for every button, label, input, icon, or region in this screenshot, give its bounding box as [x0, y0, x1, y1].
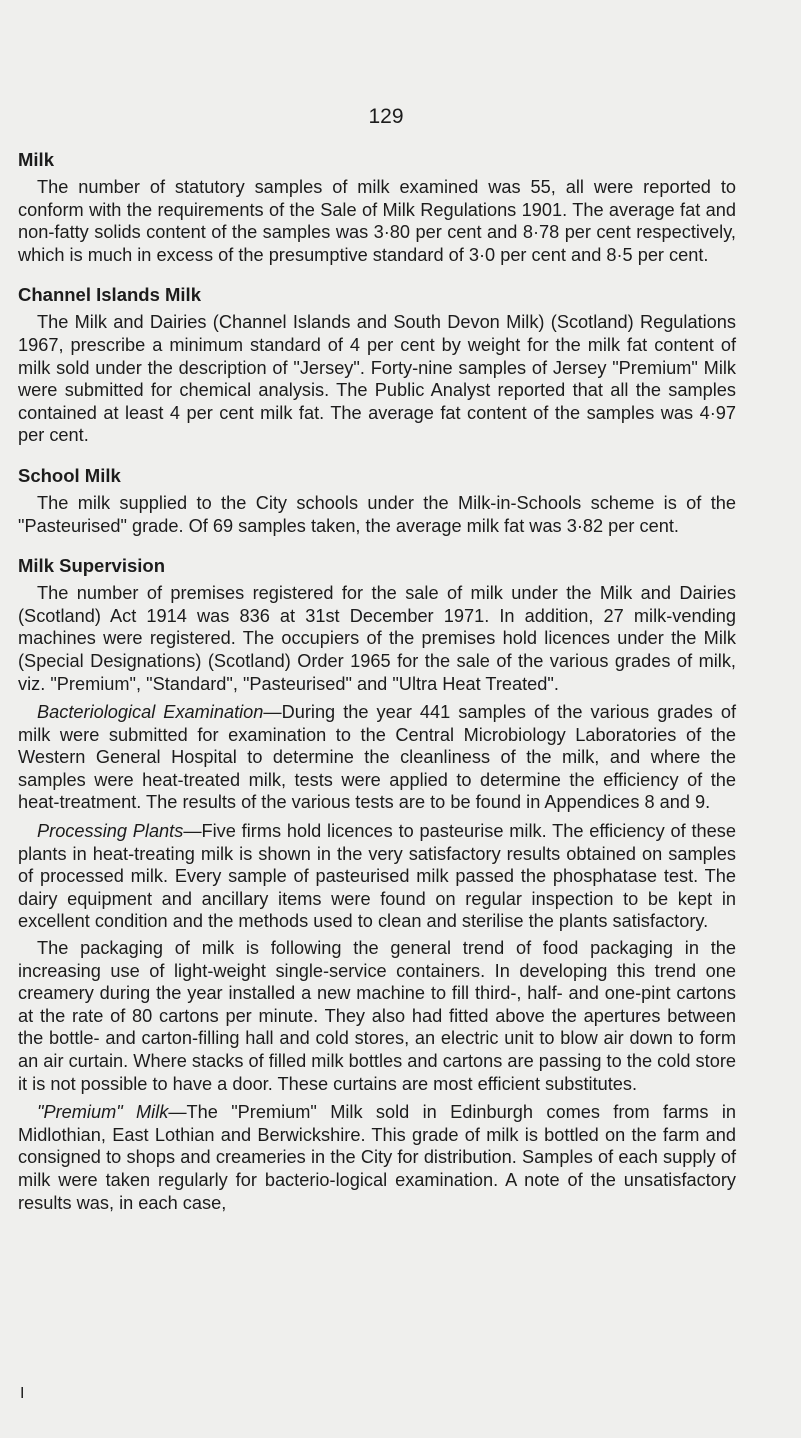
paragraph-premises-registered: The number of premises registered for the sale of milk under the Milk and Dairies (Scotland) Act 1914 was 836 at 31st December 1971. In addition, 27 milk-vending machines were registered. The occupiers of the premises hold licences under the Milk (Special Designations) (Scotland) Order 1965 for the sale of the various grades of milk, viz. "Premium", "Standard", "Pasteurised" and "Ultra Heat Treated". [18, 583, 736, 694]
section-heading-channel-islands: Channel Islands Milk [18, 284, 201, 306]
section-heading-milk-supervision: Milk Supervision [18, 555, 166, 577]
body-premium-milk: —The "Premium" Milk sold in Edinburgh comes from farms in Midlothian, East Lothian and Berwickshire. This grade of milk is bottled on the farm and consigned to shops and creameries in the City for distribution. Samples of each supply of milk were taken regularly for bacterio-logical examination. A note of the unsatisfactory results was, in each case, [18, 1102, 736, 1213]
paragraph-school-milk: The milk supplied to the City schools under the Milk-in-Schools scheme is of the "Pasteurised" grade. Of 69 samples taken, the average milk fat was 3·82 per cent. [18, 492, 736, 536]
paragraph-packaging: The packaging of milk is following the general trend of food packaging in the increasing use of light-weight single-service containers. In developing this trend one creamery during the year installed a new machine to fill third-, half- and one-pint cartons at the rate of 80 cartons per minute. They also had fitted above the apertures between the bottle- and carton-filling hall and cold stores, an electric unit to blow air down to form an air curtain. Where stacks of filled milk bottles and cartons are passing to the cold store it is not possible to have a door. These curtains are most efficient substitutes. [18, 938, 736, 1094]
paragraph-bacteriological-examination [18, 701, 736, 814]
lead-in-processing-plants: Processing Plants [37, 821, 184, 842]
body-processing-plants: —Five firms hold licences to pasteurise milk. The efficiency of these plants in heat-treating milk is shown in the very satisfactory results obtained on samples of processed milk. Every sample of pasteurised milk passed the phosphatase test. The dairy equipment and ancillary items were found on regular inspection to be kept in excellent condition and the methods used to clean and sterilise the plants satisfactory. [18, 821, 736, 932]
paragraph-processing-plants [18, 820, 736, 933]
document-page [18, 0, 736, 1226]
body-bacteriological-examination: —During the year 441 samples of the various grades of milk were submitted for examination to the Central Microbiology Laboratories of the Western General Hospital to determine the cleanliness of the milk, and where the samples were heat-treated milk, tests were applied to determine the efficiency of the heat-treatment. The results of the various tests are to be found in Appendices 8 and 9. [18, 702, 737, 813]
section-channel-islands-milk [18, 284, 736, 447]
paragraph-channel-islands: The Milk and Dairies (Channel Islands and South Devon Milk) (Scotland) Regulations 1967, prescribe a minimum standard of 4 per cent by weight for the milk fat content of milk sold under the description of "Jersey". Forty-nine samples of Jersey "Premium" Milk were submitted for chemical analysis. The Public Analyst reported that all the samples contained at least 4 per cent milk fat. The average fat content of the samples was 4·97 per cent. [18, 312, 736, 446]
page-number: 129 [368, 105, 404, 128]
section-school-milk [18, 465, 736, 537]
paragraph-premium-milk [18, 1101, 736, 1214]
paragraph-milk-samples: The number of statutory samples of milk examined was 55, all were reported to conform with the requirements of the Sale of Milk Regulations 1901. The average fat and non-fatty solids content of the samples was 3·80 per cent and 8·78 per cent respectively, which is much in excess of the presumptive standard of 3·0 per cent and 8·5 per cent. [18, 177, 736, 265]
section-milk [18, 149, 736, 266]
section-milk-supervision [18, 555, 736, 1214]
lead-in-bacteriological-examination: Bacteriological Examination [37, 702, 264, 723]
lead-in-premium-milk: "Premium" Milk [37, 1102, 169, 1123]
section-heading-milk: Milk [18, 149, 54, 170]
section-heading-school-milk: School Milk [18, 464, 121, 486]
footer-signature-mark: I [20, 1385, 25, 1402]
